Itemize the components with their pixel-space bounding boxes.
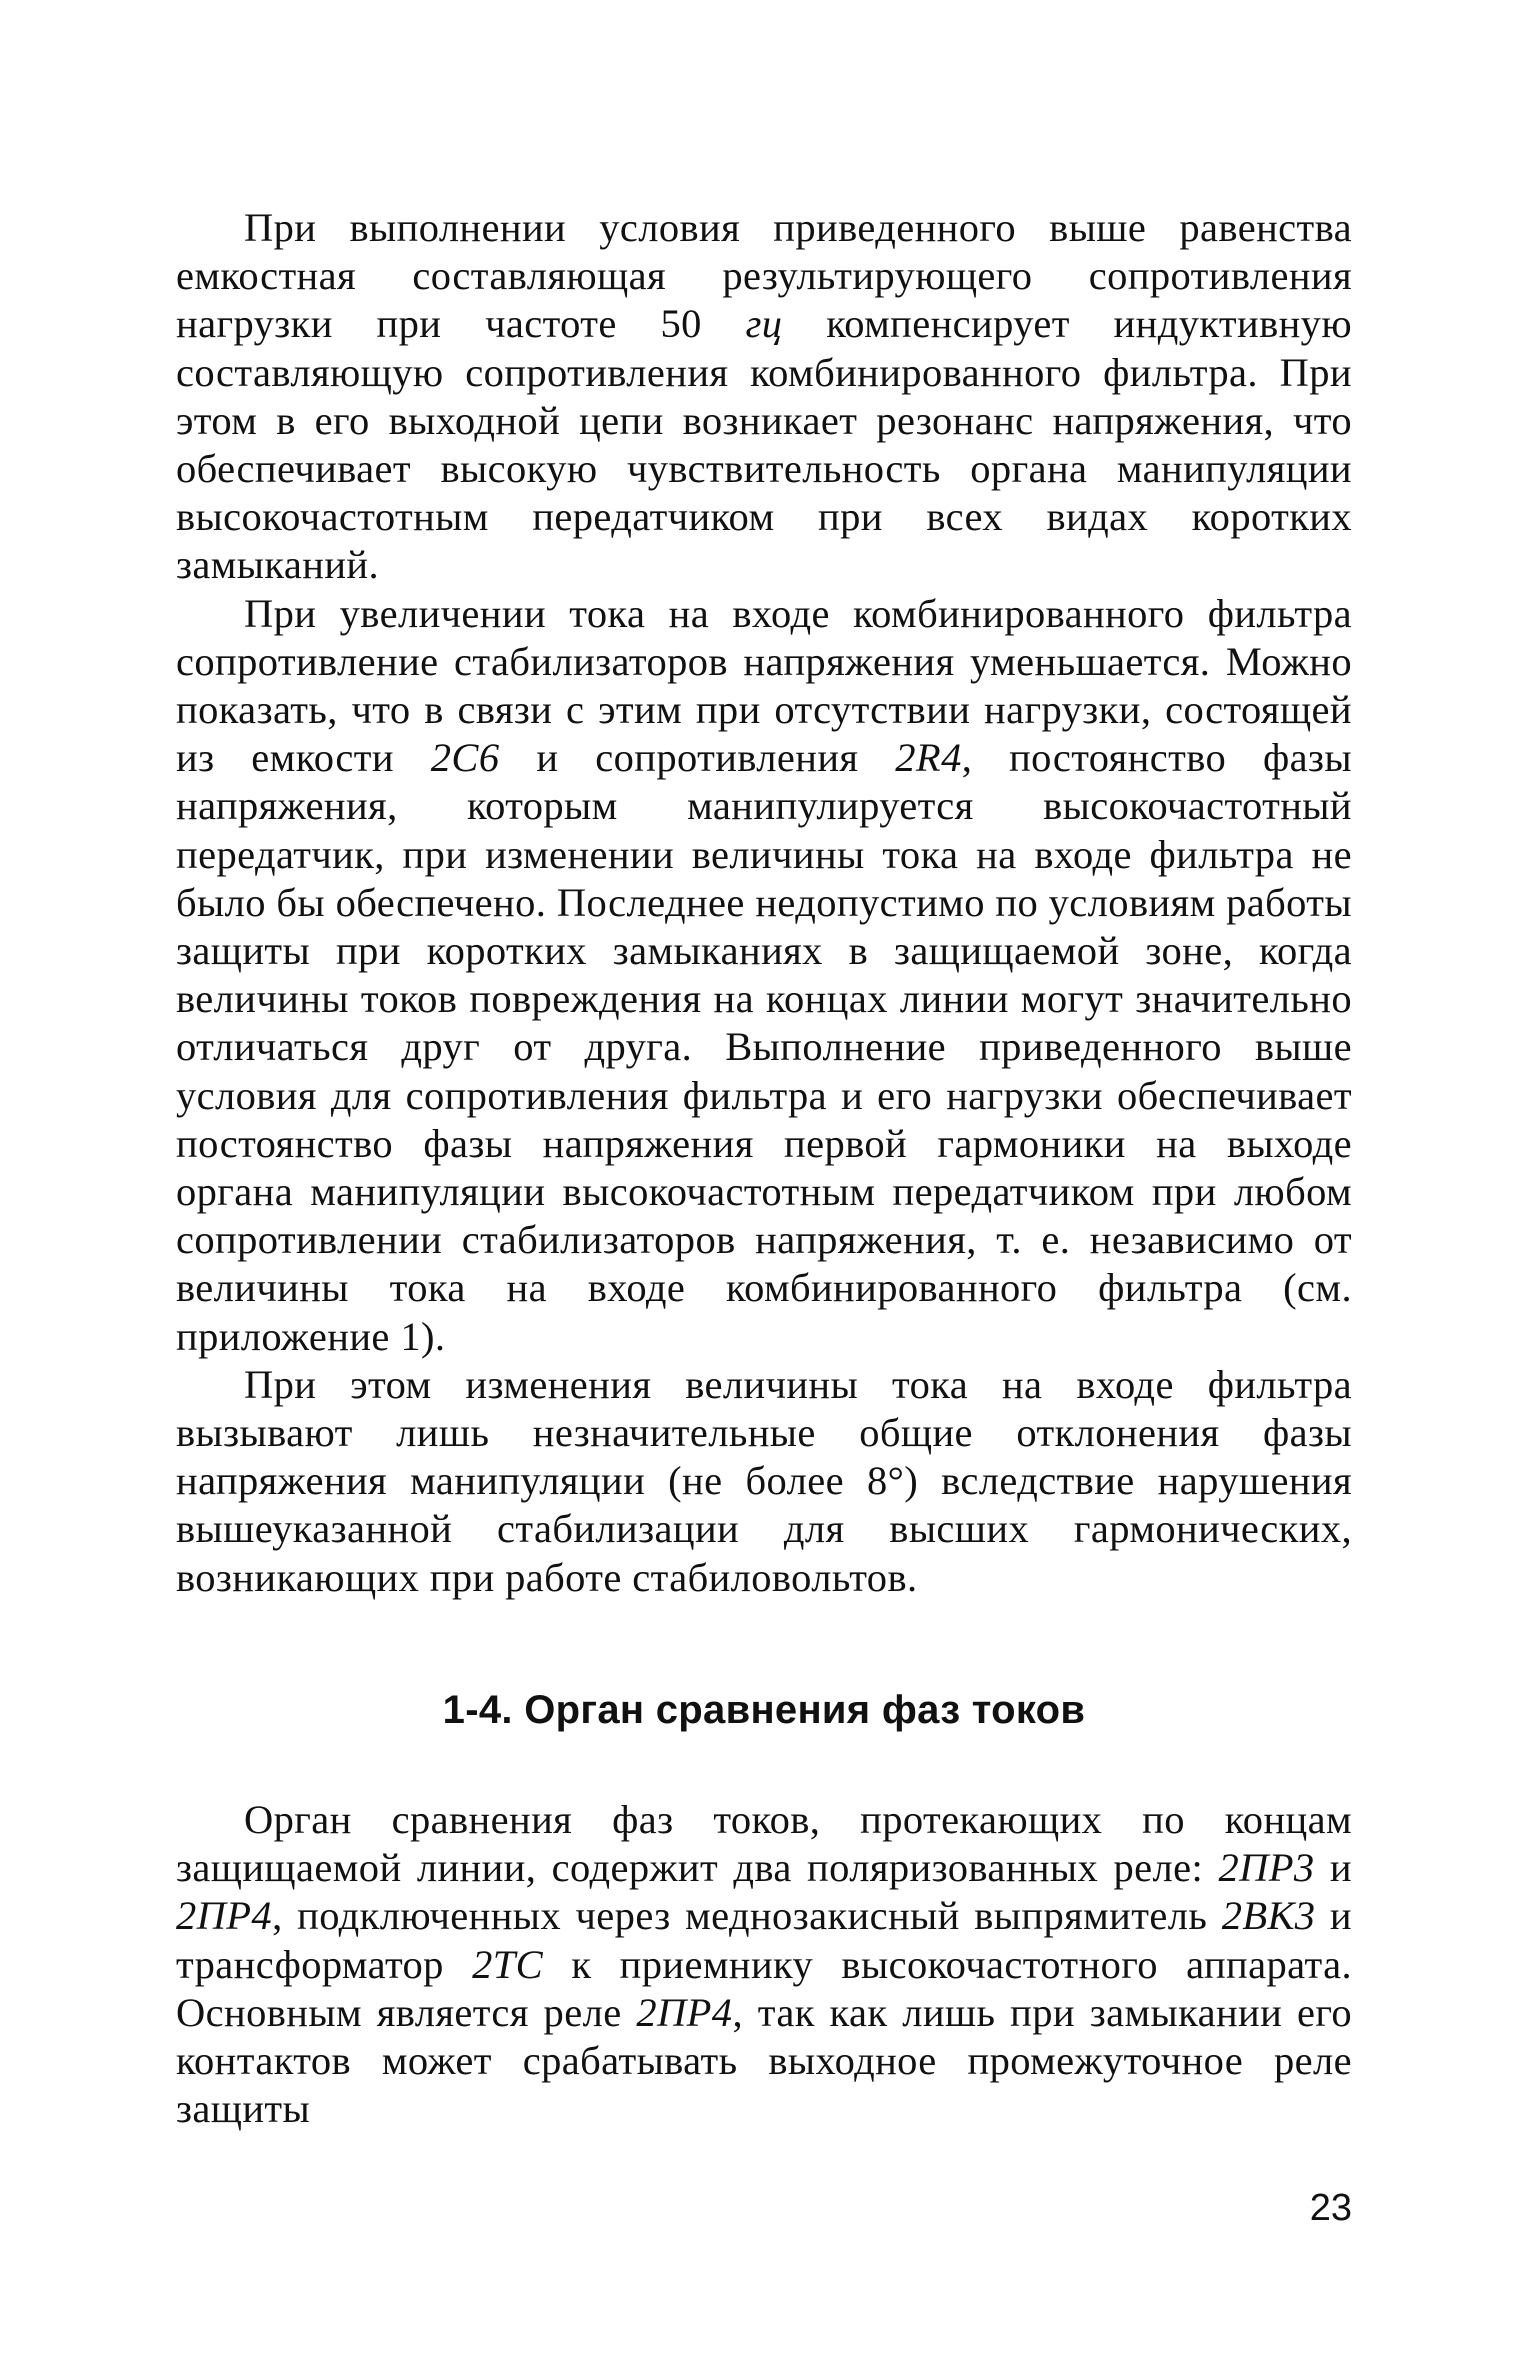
italic-run: 2С6 <box>430 735 500 781</box>
text-run: и <box>1314 1845 1352 1891</box>
page-number: 23 <box>1309 2187 1352 2229</box>
italic-run: 2ПР4 <box>636 1989 733 2035</box>
text-block-top <box>176 204 1352 1602</box>
text-run: , так как лишь при замыкании его контактов может срабатывать выходное промежуточное реле защиты <box>176 1989 1352 2132</box>
page-body <box>176 204 1352 2133</box>
text-run: к приемнику высокочастотного аппарата. Основным является реле <box>176 1941 1352 2035</box>
italic-run: 2ПР4 <box>176 1893 273 1939</box>
paragraph <box>176 204 1352 590</box>
text-run: и трансформатор <box>176 1893 1352 1987</box>
italic-run: 2ПР3 <box>1218 1845 1315 1891</box>
italic-run: гц <box>745 301 783 347</box>
text-run: компенсирует индуктивную составляющую сопротивления комбинированного фильтра. При этом в его выходной цепи возникает резонанс напряжения, что обеспечивает высокую чувствительность органа манипуляции высокочастотным передатчиком при всех видах коротких замыканий. <box>176 301 1352 588</box>
text-run: и сопротивления <box>499 735 896 781</box>
text-block-bottom <box>176 1796 1352 2133</box>
text-run: При выполнении условия приведенного выше равенства емкостная составляющая результирующего сопротивления нагрузки при частоте 50 <box>176 205 1352 347</box>
italic-run: 2ТС <box>472 1941 544 1987</box>
section-heading: 1-4. Орган сравнения фаз токов <box>442 1687 1086 1732</box>
paragraph <box>176 1361 1352 1602</box>
text-run: Орган сравнения фаз токов, протекающих по концам защищаемой линии, содержит два поляризованных реле: <box>176 1796 1352 1891</box>
text-run: , постоянство фазы напряжения, которым манипулируется высокочастотный передатчик, при изменении величины тока на входе фильтра не было бы обеспечено. Последнее недопустимо по условиям работы защиты при коротких замыканиях в защищаемой зоне, когда величины токов повреждения на концах линии могут значительно отличаться друг от друга. Выполнение приведенного выше условия для сопротивления фильтра и его нагрузки обеспечивает постоянство фазы напряжения первой гармоники на выходе органа манипуляции высокочастотным передатчиком при любом сопротивлении стабилизаторов напряжения, т. е. независимо от величины тока на входе комбинированного фильтра (см. приложение 1). <box>176 735 1352 1359</box>
italic-run: 2ВК3 <box>1221 1893 1316 1939</box>
text-run: , подключенных через меднозакисный выпрямитель <box>272 1893 1222 1939</box>
paragraph <box>176 1796 1352 2133</box>
paragraph <box>176 590 1352 1361</box>
italic-run: 2R4 <box>895 735 962 781</box>
text-run: При увеличении тока на входе комбинированного фильтра сопротивление стабилизаторов напряжения уменьшается. Можно показать, что в связи с этим при отсутствии нагрузки, состоящей из емкости <box>176 590 1352 781</box>
text-run: При этом изменения величины тока на входе фильтра вызывают лишь незначительные общие отклонения фазы напряжения манипуляции (не более 8°) вследствие нарушения вышеуказанной стабилизации для высших гармонических, возникающих при работе стабиловольтов. <box>176 1361 1352 1600</box>
